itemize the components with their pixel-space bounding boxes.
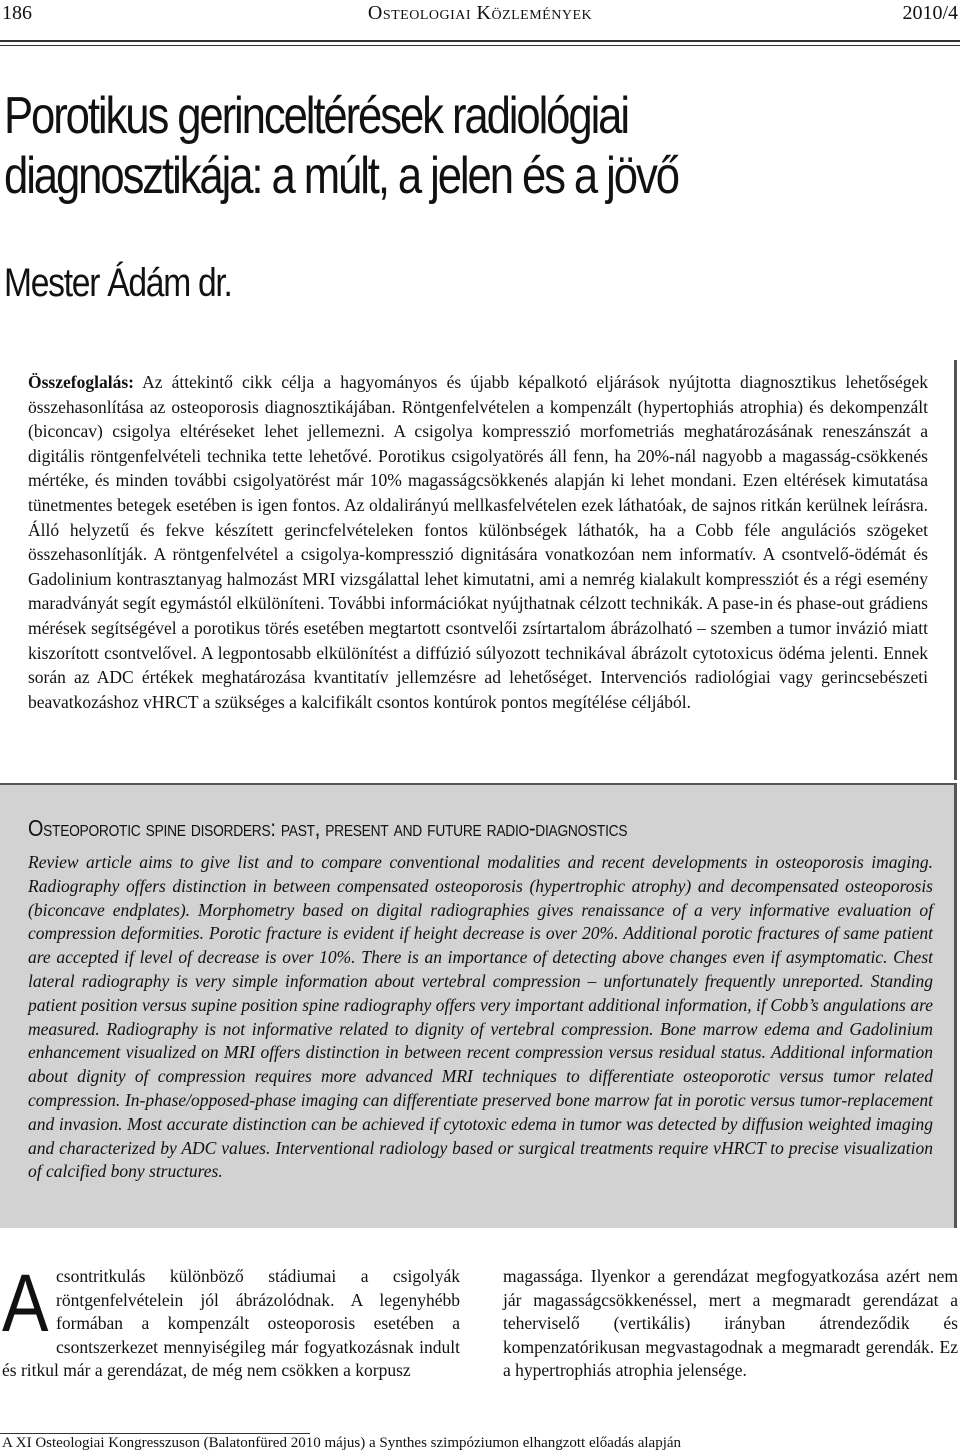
abstract-label: Összefoglalás: — [28, 372, 134, 392]
body-column-right — [503, 1265, 958, 1383]
body-left-text: csontritkulás különböző stádiumai a csigolyák röntgenfelvételein jól ábrázolódnak. A legenyhébb formában a kompenzált osteoporosis esetében a csontszerkezet mennyiségileg már fogyatkozásnak indult és ritkul már a gerendázat, de még nem csökken a korpusz — [2, 1266, 460, 1380]
english-abstract-box — [0, 783, 957, 1228]
header-rule-thick — [0, 40, 960, 42]
hungarian-abstract-text: Az áttekintő cikk célja a hagyományos és újabb képalkotó eljárások nyújtotta diagnosztikus lehetőségek összehasonlítása az osteoporosis diagnosztikájában. Röntgenfelvételen a kompenzált (hypertophiás atrophia) és dekompenzált (biconcav) csigolya eltéréseket lehet jellemezni. A csigolya kompresszió morfometriás meghatározásának reneszánszát a digitális röntgenfelvételi technika tette lehetővé. Porotikus csigolyatörés áll fenn, ha 20%-nál nagyobb a magasság-csökkenés mértéke, és minden további csigolyatörést már 10% magasságcsökkenés alapján ki lehet mondani. Ezen eltérések kimutatása tünetmentes betegek esetében is igen fontos. Az oldalirányú mellkasfelvételen ezek láthatóak, de sajnos ritkán kerülnek leírásra. Álló helyzetű és fekve készített gerincfelvételeken fontos különbségek láthatók, ha a Cobb féle angulációs szögeket összehasonlítják. A röntgenfelvétel a csigolya-kompresszió dignitására vonatkozóan nem informatív. A csontvelő-ödémát és Gadolinium kontrasztanyag halmozást MRI vizsgálattal lehet kimutatni, ami a nemrég kialakult kompressziót és a régi esemény maradványát segít egymástól elkülöníteni. További információkat nyújthatnak célzott technikák. A pase-in és phase-out grádiens mérések segítségével a porotikus törés esetében megtartott csontvelői zsírtartalom ábrázolható – szemben a tumor invázió miatt kiszorított csontvelővel. A legpontosabb elkülönítést a diffúzió súlyozott technikával ábrázolt cytotoxicus ödéma jelenti. Ennek során az ADC értékek meghatározása kvantitatív jellemzésre ad lehetőséget. Intervenciós radiológiai vagy gerincsebészeti beavatkozáshoz vHRCT a szükséges a kalcifikált csontos kontúrok pontos megítélése céljából. — [28, 372, 928, 712]
running-header — [0, 0, 960, 30]
body-column-left — [2, 1258, 460, 1383]
article-title — [4, 86, 802, 206]
footnote: A XI Osteologiai Kongresszuson (Balatonfüred 2010 május) a Synthes szimpóziumon elhangzott előadás alapján — [2, 1435, 682, 1451]
english-abstract-text: Review article aims to give list and to compare conventional modalities and recent developments in osteoporosis imaging. Radiography offers distinction in between compensated osteoporosis (hypertrophic atrophy) and decompensated osteoporosis (biconcave endplates). Morphometry based on digital radiographies gives renaissance of a very informative evaluation of compression deformities. Porotic fracture is evident if height decrease is over 20%. Additional porotic fractures of same patient are accepted if level of decrease is over 10%. There is an importance of detecting above changes even if asymptomatic. Chest lateral radiography is very simple information about vertebral compression – unfortunately frequently unreported. Standing patient position versus supine position spine radiography offers very important additional information, if Cobb’s angulations are measured. Radiography is not informative related to dignity of vertebral compression. Bone marrow edema and Gadolinium enhancement visualized on MRI offers distinction in between recent compression versus residual status. Additional information about dignity of compression requires more advanced MRI techniques to differentiate osteoporotic versus tumor related compression. In-phase/opposed-phase imaging can differentiate preserved bone marrow fat in porotic versus tumor-replacement and invasion. Most accurate distinction can be achieved if cytotoxic edema in tumor was detected by diffusion weighted imaging and characterized by ADC values. Interventional radiology based or surgical treatments require vHRCT to precise visualization of calcified bony structures. — [28, 852, 933, 1182]
hungarian-abstract-paragraph — [0, 360, 954, 714]
english-abstract-title: Osteoporotic spine disorders: past, present and future radio-diagnostics — [28, 815, 628, 841]
body-right-text: magassága. Ilyenkor a gerendázat megfogyatkozása azért nem jár magasságcsökkenéssel, mert a megmaradt gerendázat a teherviselő (vertikális) irányban átrendeződik és kompenzatórikusan megvastagodnak a megmaradt gerendák. Ez a hypertrophiás atrophia jelensége. — [503, 1266, 958, 1380]
page-number: 186 — [2, 2, 32, 24]
issue-number: 2010/4 — [902, 2, 958, 24]
drop-cap: A — [2, 1258, 49, 1349]
title-line-1: Porotikus gerinceltérések radiológiai — [4, 87, 628, 145]
header-rule-thin — [0, 45, 960, 46]
hungarian-abstract — [0, 360, 957, 780]
journal-name: Osteologiai Közlemények — [367, 2, 593, 24]
title-line-2: diagnosztikája: a múlt, a jelen és a jövő — [4, 147, 678, 205]
author-name: Mester Ádám dr. — [4, 261, 232, 305]
